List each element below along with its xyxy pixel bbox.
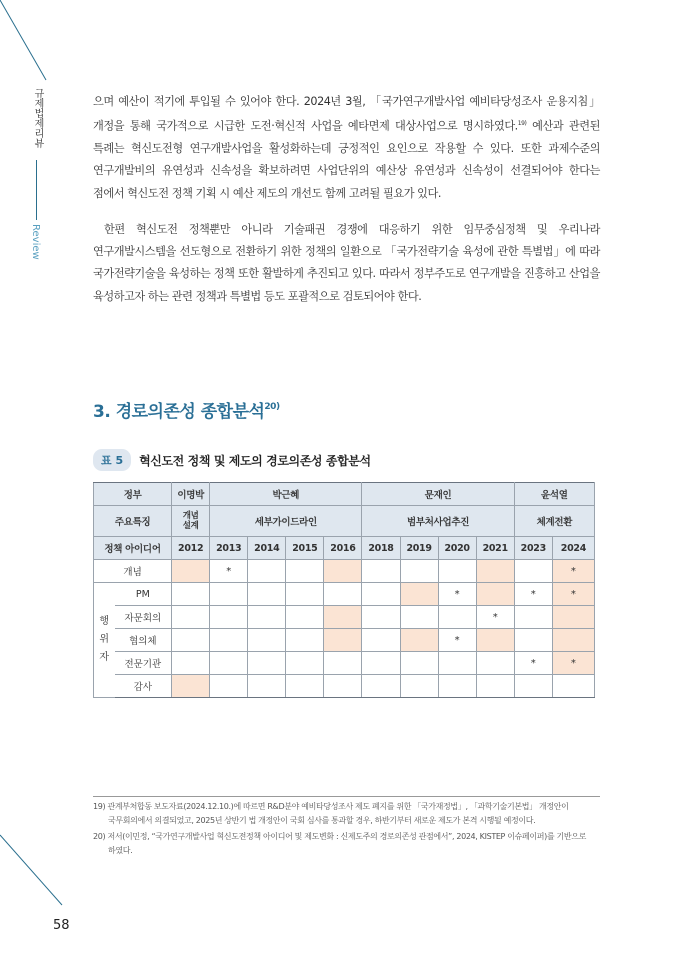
table-cell [362, 629, 400, 652]
table-cell [172, 629, 210, 652]
highlighted-cell: * [552, 583, 594, 606]
table-cell: * [514, 652, 552, 675]
top-corner-line [0, 0, 46, 80]
table-row [94, 652, 595, 675]
table-cell: * [514, 583, 552, 606]
row-label: 자문회의 [115, 606, 172, 629]
table-cell [210, 675, 248, 698]
table-body [94, 560, 595, 698]
sidebar-journal-title: 규제법제리뷰 [32, 88, 43, 148]
government-header-row [94, 483, 595, 506]
footnote-ref-19[interactable]: 19) [517, 120, 527, 128]
year-cell: 2024 [552, 537, 594, 560]
row-label: 전문기관 [115, 652, 172, 675]
table-cell [172, 606, 210, 629]
path-dependency-table [93, 482, 595, 698]
table-title: 혁신도전 정책 및 제도의 경로의존성 종합분석 [139, 453, 371, 468]
table-cell [248, 560, 286, 583]
table-cell [438, 606, 476, 629]
table-cell [552, 675, 594, 698]
footnotes [93, 800, 600, 860]
table-cell [172, 652, 210, 675]
body-paragraph-2: 한편 혁신도전 정책뿐만 아니라 기술패권 경쟁에 대응하기 위한 임무중심정책 및 우리나라 연구개발시스템을 선도형으로 전환하기 위한 정책의 일환으로 「국가전략기술 육성에 관한 특별법」에 따라 국가전략기술을 육성하는 정책 또한 활발하게 추진되고 있다. 따라서 정부주도로 연구개발을 진흥하고 산업을 육성하고자 하는 관련 정책과 특별법 등도 포괄적으로 검토되어야 한다. [93, 223, 600, 303]
table-cell [400, 560, 438, 583]
table-cell [210, 652, 248, 675]
table-cell [362, 606, 400, 629]
feature-lee: 개념 설계 [172, 506, 210, 537]
highlighted-cell [324, 606, 362, 629]
section-heading [93, 397, 280, 422]
table-cell [514, 560, 552, 583]
table-cell [286, 629, 324, 652]
row-label: 협의체 [115, 629, 172, 652]
table-row [94, 560, 595, 583]
table-cell [286, 675, 324, 698]
table-cell [400, 652, 438, 675]
highlighted-cell: * [552, 560, 594, 583]
table-cell [400, 675, 438, 698]
table-cell [210, 606, 248, 629]
highlighted-cell [172, 675, 210, 698]
year-cell: 2015 [286, 537, 324, 560]
table-cell [248, 606, 286, 629]
year-cell: 2020 [438, 537, 476, 560]
table-cell [286, 652, 324, 675]
para1-text: 으며 예산이 적기에 투입될 수 있어야 한다. 2024년 3월, 「국가연구개발사업 예비타당성조사 운용지침」개정을 통해 국가적으로 시급한 도전·혁신적 사업을 예타면제 대상사업으로 명시하였다. [93, 95, 600, 133]
highlighted-cell [552, 629, 594, 652]
highlighted-cell [400, 583, 438, 606]
gov-park: 박근혜 [210, 483, 362, 506]
table-row [94, 629, 595, 652]
year-cell: 2019 [400, 537, 438, 560]
highlighted-cell [476, 583, 514, 606]
table-cell [248, 629, 286, 652]
header-feature-label: 주요특징 [94, 506, 172, 537]
table-row [94, 583, 595, 606]
table-cell [476, 675, 514, 698]
highlighted-cell [324, 560, 362, 583]
table-cell [210, 629, 248, 652]
row-label: 개념 [94, 560, 172, 583]
year-cell: 2021 [476, 537, 514, 560]
row-label: PM [115, 583, 172, 606]
table-cell [324, 675, 362, 698]
sidebar-section-label: Review [30, 224, 41, 260]
year-cell: 2013 [210, 537, 248, 560]
table-cell [286, 606, 324, 629]
table-cell [362, 652, 400, 675]
table-number-badge: 표 5 [93, 449, 131, 471]
table-cell [400, 606, 438, 629]
table-cell [476, 652, 514, 675]
highlighted-cell [552, 606, 594, 629]
table-cell [248, 675, 286, 698]
feature-park: 세부가이드라인 [210, 506, 362, 537]
page-number: 58 [53, 918, 70, 933]
bottom-corner-line [0, 835, 62, 905]
sidebar-divider [36, 160, 37, 220]
row-label: 감사 [115, 675, 172, 698]
table-cell: * [438, 583, 476, 606]
table-cell [286, 560, 324, 583]
feature-header-row [94, 506, 595, 537]
table-cell [248, 652, 286, 675]
year-cell: 2023 [514, 537, 552, 560]
highlighted-cell [324, 629, 362, 652]
table-cell [514, 675, 552, 698]
table-cell [248, 583, 286, 606]
table-cell: * [210, 560, 248, 583]
highlighted-cell [476, 560, 514, 583]
body-paragraph-1 [93, 91, 600, 205]
footnote-19: 19) 관계부처합동 보도자료(2024.12.10.)에 따르면 R&D분야 예비타당성조사 제도 폐지를 위한 「국가재정법」, 「과학기술기본법」 개정안이 국무회의에서 의결되었고, 2025년 상반기 법 개정안이 국회 심사를 통과할 경우, 하반기부터 새로운 제도가 본격 시행될 예정이다. [93, 802, 569, 825]
highlighted-cell: * [552, 652, 594, 675]
table-cell [324, 652, 362, 675]
feature-moon: 범부처사업추진 [362, 506, 514, 537]
table-cell [210, 583, 248, 606]
table-cell [362, 675, 400, 698]
highlighted-cell [172, 560, 210, 583]
section-title-text: 3. 경로의존성 종합분석 [93, 402, 265, 422]
year-cell: 2016 [324, 537, 362, 560]
table-row [94, 675, 595, 698]
year-cell: 2018 [362, 537, 400, 560]
gov-moon: 문재인 [362, 483, 514, 506]
footnote-divider [93, 796, 600, 797]
table-cell [514, 606, 552, 629]
gov-yoon: 윤석열 [514, 483, 594, 506]
table-row [94, 606, 595, 629]
table-cell: * [476, 606, 514, 629]
footnote-ref-20[interactable]: 20) [264, 402, 280, 412]
footnote-20: 20) 저서(이민정, “국가연구개발사업 혁신도전정책 아이디어 및 제도변화 : 신제도주의 경로의존성 관점에서”, 2024, KISTEP 이슈페이퍼)를 기반으로 하였다. [93, 832, 586, 855]
highlighted-cell [476, 629, 514, 652]
table-cell [438, 652, 476, 675]
table-caption [93, 449, 371, 471]
year-cell: 2012 [172, 537, 210, 560]
table-cell [324, 583, 362, 606]
table-cell [172, 583, 210, 606]
header-idea-label: 정책 아이디어 [94, 537, 172, 560]
table-cell [438, 675, 476, 698]
highlighted-cell [400, 629, 438, 652]
table-cell: * [438, 629, 476, 652]
table-cell [362, 583, 400, 606]
gov-lee: 이명박 [172, 483, 210, 506]
table-cell [438, 560, 476, 583]
year-cell: 2014 [248, 537, 286, 560]
actor-group-label: 행 위 자 [94, 583, 115, 698]
para1-continuation: 예산과 관련된 특례는 혁신도전형 연구개발사업을 활성화하는데 긍정적인 요인으로 작용할 수 있다. 또한 과제수준의 연구개발비의 유연성과 신속성을 확보하려면 사업단위의 예산상 유연성과 신속성이 선결되어야 한다는 점에서 혁신도전 정책 기획 시 예산 제도의 개선도 함께 고려될 필요가 있다. [93, 119, 601, 200]
feature-yoon: 체계전환 [514, 506, 594, 537]
header-gov-label: 정부 [94, 483, 172, 506]
year-header-row [94, 537, 595, 560]
table-cell [362, 560, 400, 583]
table-cell [514, 629, 552, 652]
table-cell [286, 583, 324, 606]
